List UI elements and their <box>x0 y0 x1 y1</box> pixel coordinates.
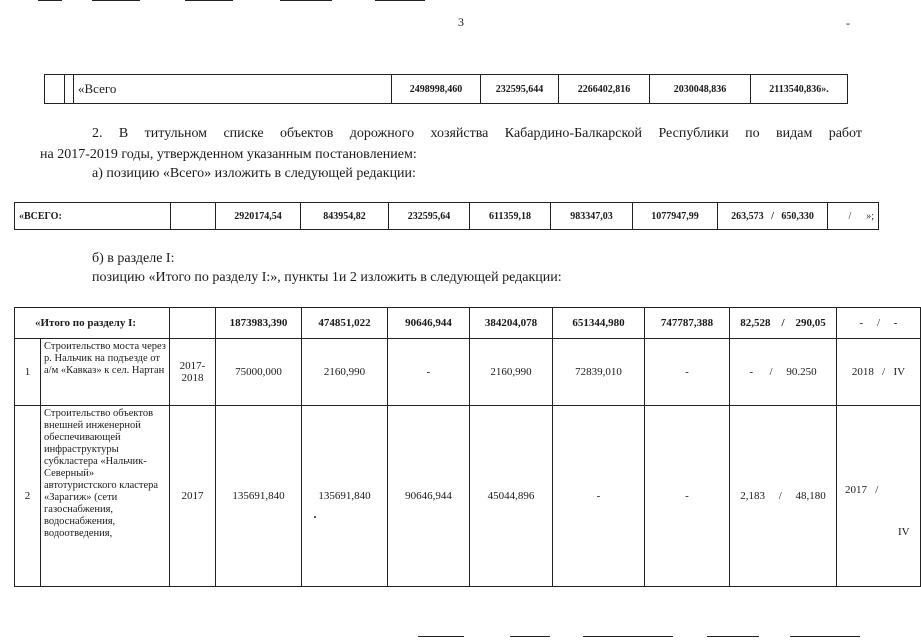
t3-total-ratio: 82,528 / 290,05 <box>730 308 837 339</box>
t2-last: / »; <box>828 203 879 230</box>
t2-value: 1077947,99 <box>633 203 718 230</box>
t3-row-value: - <box>388 339 470 406</box>
t1-value: 2113540,836». <box>751 75 848 104</box>
t1-value: 232595,644 <box>481 75 559 104</box>
t3-total-year <box>170 308 216 339</box>
t2-ratio-b: 650,330 <box>781 210 814 222</box>
t2-ratio <box>718 203 828 230</box>
t3-total-value: 384204,078 <box>470 308 553 339</box>
t2-ratio-a: 263,573 <box>731 210 764 222</box>
t3-row-num: 1 <box>15 339 41 406</box>
t3-row-period-a: 2017 / <box>845 484 879 496</box>
table-row <box>15 406 921 587</box>
t3-row-year: 2017 <box>170 406 216 587</box>
t3-row-name: Строительство объектов внешней инженерной обеспечивающей инфраструктуры субкластера «Нальчик-Северный» автотуристского кластера «Зарагиж» (сети газоснабжения, водоснабжения, водоотведения, <box>41 406 170 587</box>
t3-row-value: 45044,896 <box>470 406 553 587</box>
t3-row-period: 2018 / IV <box>837 339 921 406</box>
para-b: б) в разделе I: <box>92 251 175 266</box>
t3-row-period-b: IV <box>898 526 910 538</box>
t3-row-value: 72839,010 <box>553 339 645 406</box>
t2-value: 2920174,54 <box>216 203 301 230</box>
t1-label: «Всего <box>74 75 392 104</box>
t3-total-value: 1873983,390 <box>216 308 302 339</box>
t3-row-value: 135691,840 <box>216 406 302 587</box>
t3-row-value: 75000,000 <box>216 339 302 406</box>
page-number: 3 <box>458 15 464 29</box>
t2-value: 232595,64 <box>389 203 470 230</box>
para-2-line2: на 2017-2019 годы, утвержденном указанным постановлением: <box>40 147 417 162</box>
table-row <box>15 339 921 406</box>
t1-value: 2498998,460 <box>392 75 481 104</box>
t3-row-ratio: 2,183 / 48,180 <box>730 406 837 587</box>
t3-row-value: 2160,990 <box>302 339 388 406</box>
t3-row-period <box>837 406 921 587</box>
t3-total-value: 90646,944 <box>388 308 470 339</box>
t3-row-value: 135691,840 <box>302 406 388 587</box>
table-row <box>15 308 921 339</box>
t3-row-value: - <box>553 406 645 587</box>
t3-total-value: 747787,388 <box>645 308 730 339</box>
t1-empty-2 <box>65 75 74 104</box>
table-vsego <box>14 202 879 230</box>
para-2-line1: 2. В титульном списке объектов дорожного хозяйства Кабардино-Балкарской Республики по видам работ <box>92 126 862 141</box>
t3-row-value: - <box>645 406 730 587</box>
t3-row-value: 2160,990 <box>470 339 553 406</box>
t3-total-label: «Итого по разделу I: <box>15 308 170 339</box>
t2-value: 843954,82 <box>301 203 389 230</box>
t2-empty <box>171 203 216 230</box>
scan-speck <box>314 516 316 518</box>
t1-value: 2030048,836 <box>650 75 751 104</box>
t3-row-value: - <box>645 339 730 406</box>
t2-value: 611359,18 <box>470 203 551 230</box>
para-b2: позицию «Итого по разделу I:», пункты 1и 2 изложить в следующей редакции: <box>92 270 562 285</box>
t1-empty-1 <box>45 75 65 104</box>
top-dash: - <box>846 16 850 30</box>
t3-row-ratio: - / 90.250 <box>730 339 837 406</box>
para-a: а) позицию «Всего» изложить в следующей редакции: <box>92 166 416 181</box>
t2-ratio-sep: / <box>771 210 774 222</box>
table-total-prev <box>44 74 848 104</box>
t3-row-year: 2017-2018 <box>170 339 216 406</box>
t1-value: 2266402,816 <box>559 75 650 104</box>
t2-label: «ВСЕГО: <box>15 203 171 230</box>
t2-value: 983347,03 <box>551 203 633 230</box>
t3-row-value: 90646,944 <box>388 406 470 587</box>
table-section-1 <box>14 307 921 587</box>
t3-total-value: 474851,022 <box>302 308 388 339</box>
t3-row-name: Строительство моста через р. Нальчик на подъезде от а/м «Кавказ» к сел. Нартан <box>41 339 170 406</box>
t3-row-num: 2 <box>15 406 41 587</box>
t3-total-period: - / - <box>837 308 921 339</box>
t3-total-value: 651344,980 <box>553 308 645 339</box>
